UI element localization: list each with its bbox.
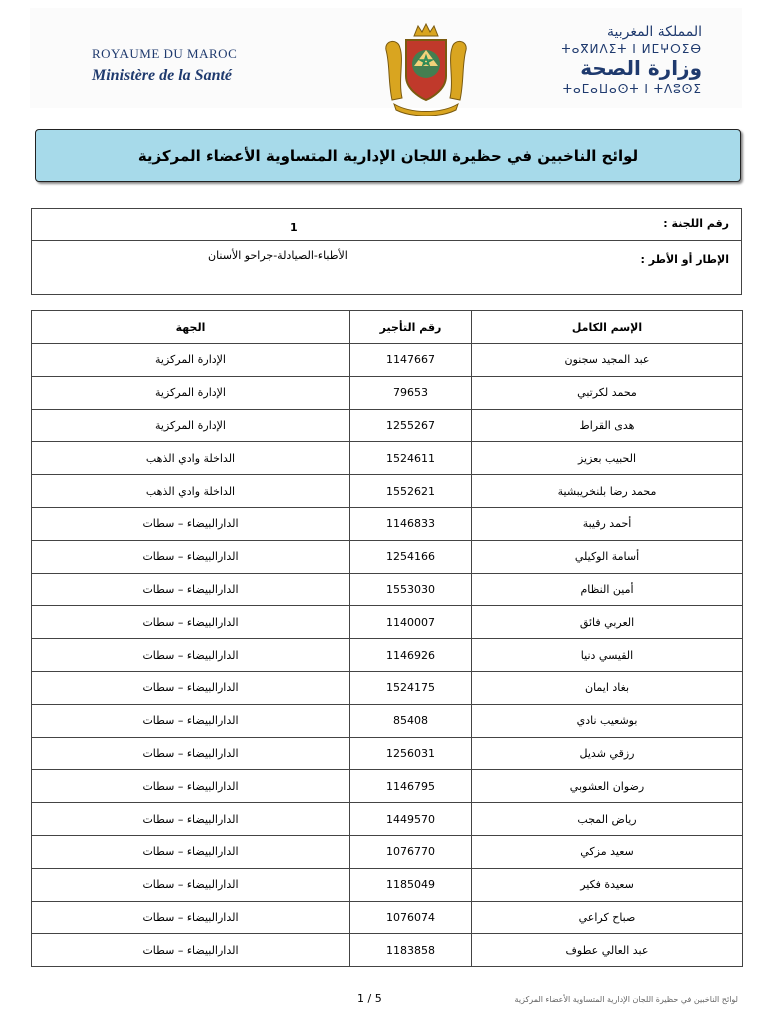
- cell-region: الدارالبيضاء – سطات: [32, 770, 350, 803]
- table-row: [32, 671, 743, 704]
- cell-region: الدارالبيضاء – سطات: [32, 704, 350, 737]
- cell-region: الإدارة المركزية: [32, 376, 350, 409]
- cell-payroll-number: 1146833: [350, 507, 472, 540]
- header-payroll-number: رقم التأجير: [350, 311, 472, 344]
- table-row: [32, 573, 743, 606]
- table-row: [32, 540, 743, 573]
- table-body: [32, 344, 743, 967]
- table-row: [32, 507, 743, 540]
- page-number: 1 / 5: [357, 992, 382, 1005]
- kingdom-label-ar: المملكة المغربية: [606, 24, 702, 40]
- cell-region: الدارالبيضاء – سطات: [32, 934, 350, 967]
- frame-value: الأطباء-الصيادلة-جراحو الأسنان: [208, 249, 348, 262]
- committee-label: رقم اللجنة :: [663, 217, 729, 230]
- cell-full-name: الحبيب بعزيز: [472, 442, 743, 475]
- letterhead: [30, 8, 742, 108]
- cell-region: الداخلة وادي الذهب: [32, 475, 350, 508]
- cell-payroll-number: 1185049: [350, 868, 472, 901]
- cell-region: الدارالبيضاء – سطات: [32, 868, 350, 901]
- cell-full-name: سعيد مزكي: [472, 835, 743, 868]
- cell-region: الدارالبيضاء – سطات: [32, 671, 350, 704]
- table-row: [32, 803, 743, 836]
- committee-row: [32, 209, 741, 241]
- coat-of-arms-icon: [376, 20, 476, 116]
- cell-full-name: أمين النظام: [472, 573, 743, 606]
- cell-full-name: محمد لكرتبي: [472, 376, 743, 409]
- table-row: [32, 704, 743, 737]
- table-row: [32, 344, 743, 377]
- cell-region: الدارالبيضاء – سطات: [32, 606, 350, 639]
- cell-region: الدارالبيضاء – سطات: [32, 803, 350, 836]
- cell-payroll-number: 1524175: [350, 671, 472, 704]
- cell-region: الدارالبيضاء – سطات: [32, 835, 350, 868]
- cell-region: الدارالبيضاء – سطات: [32, 639, 350, 672]
- kingdom-label-tifinagh: ⵜⴰⴳⵍⴷⵉⵜ ⵏ ⵍⵎⵖⵔⵉⴱ: [561, 42, 702, 56]
- cell-payroll-number: 1254166: [350, 540, 472, 573]
- cell-region: الدارالبيضاء – سطات: [32, 507, 350, 540]
- cell-payroll-number: 1553030: [350, 573, 472, 606]
- cell-full-name: بغاد ايمان: [472, 671, 743, 704]
- cell-full-name: رزقي شديل: [472, 737, 743, 770]
- cell-full-name: أحمد رقيبة: [472, 507, 743, 540]
- table-row: [32, 409, 743, 442]
- table-row: [32, 606, 743, 639]
- cell-region: الدارالبيضاء – سطات: [32, 737, 350, 770]
- table-header-row: [32, 311, 743, 344]
- ministry-label-ar: وزارة الصحة: [580, 56, 702, 80]
- ministry-label-fr: Ministère de la Santé: [92, 67, 233, 84]
- frame-label: الإطار أو الأطر :: [640, 253, 729, 266]
- table-row: [32, 770, 743, 803]
- table-row: [32, 934, 743, 967]
- cell-payroll-number: 1076770: [350, 835, 472, 868]
- table-row: [32, 442, 743, 475]
- cell-payroll-number: 1146926: [350, 639, 472, 672]
- header-full-name: الإسم الكامل: [472, 311, 743, 344]
- cell-payroll-number: 1183858: [350, 934, 472, 967]
- electors-table: [31, 310, 743, 967]
- table-row: [32, 639, 743, 672]
- table-row: [32, 737, 743, 770]
- cell-payroll-number: 79653: [350, 376, 472, 409]
- cell-payroll-number: 85408: [350, 704, 472, 737]
- header-region: الجهة: [32, 311, 350, 344]
- table-row: [32, 835, 743, 868]
- cell-full-name: العربي فائق: [472, 606, 743, 639]
- cell-payroll-number: 1255267: [350, 409, 472, 442]
- cell-full-name: عبد المجيد سجنون: [472, 344, 743, 377]
- table-row: [32, 475, 743, 508]
- cell-full-name: القيسي دنيا: [472, 639, 743, 672]
- table-row: [32, 868, 743, 901]
- cell-payroll-number: 1146795: [350, 770, 472, 803]
- table-row: [32, 901, 743, 934]
- cell-payroll-number: 1140007: [350, 606, 472, 639]
- footer-note: لوائح الناخبين في حظيرة اللجان الإدارية المتساوية الأعضاء المركزية: [514, 995, 738, 1004]
- kingdom-label-fr: ROYAUME DU MAROC: [92, 46, 238, 61]
- cell-full-name: رضوان العشوبي: [472, 770, 743, 803]
- ministry-label-tifinagh: ⵜⴰⵎⴰⵡⴰⵙⵜ ⵏ ⵜⴷⵓⵙⵉ: [562, 82, 702, 96]
- cell-full-name: صباح كراعي: [472, 901, 743, 934]
- cell-payroll-number: 1524611: [350, 442, 472, 475]
- cell-full-name: محمد رضا بلنخريبشية: [472, 475, 743, 508]
- french-ministry-block: [92, 46, 272, 85]
- cell-region: الدارالبيضاء – سطات: [32, 573, 350, 606]
- cell-full-name: بوشعيب نادي: [472, 704, 743, 737]
- cell-full-name: أسامة الوكيلي: [472, 540, 743, 573]
- cell-region: الداخلة وادي الذهب: [32, 442, 350, 475]
- committee-info-box: [31, 208, 742, 295]
- cell-full-name: عبد العالي عطوف: [472, 934, 743, 967]
- cell-payroll-number: 1147667: [350, 344, 472, 377]
- committee-value: 1: [290, 221, 298, 234]
- cell-full-name: سعيدة فكير: [472, 868, 743, 901]
- arabic-ministry-block: [512, 24, 702, 96]
- table-row: [32, 376, 743, 409]
- cell-payroll-number: 1256031: [350, 737, 472, 770]
- cell-region: الإدارة المركزية: [32, 344, 350, 377]
- cell-full-name: هدى القراط: [472, 409, 743, 442]
- document-title: لوائح الناخبين في حظيرة اللجان الإدارية المتساوية الأعضاء المركزية: [35, 129, 741, 182]
- cell-payroll-number: 1449570: [350, 803, 472, 836]
- cell-region: الإدارة المركزية: [32, 409, 350, 442]
- cell-payroll-number: 1076074: [350, 901, 472, 934]
- cell-payroll-number: 1552621: [350, 475, 472, 508]
- cell-region: الدارالبيضاء – سطات: [32, 540, 350, 573]
- cell-region: الدارالبيضاء – سطات: [32, 901, 350, 934]
- cell-full-name: رياض المجب: [472, 803, 743, 836]
